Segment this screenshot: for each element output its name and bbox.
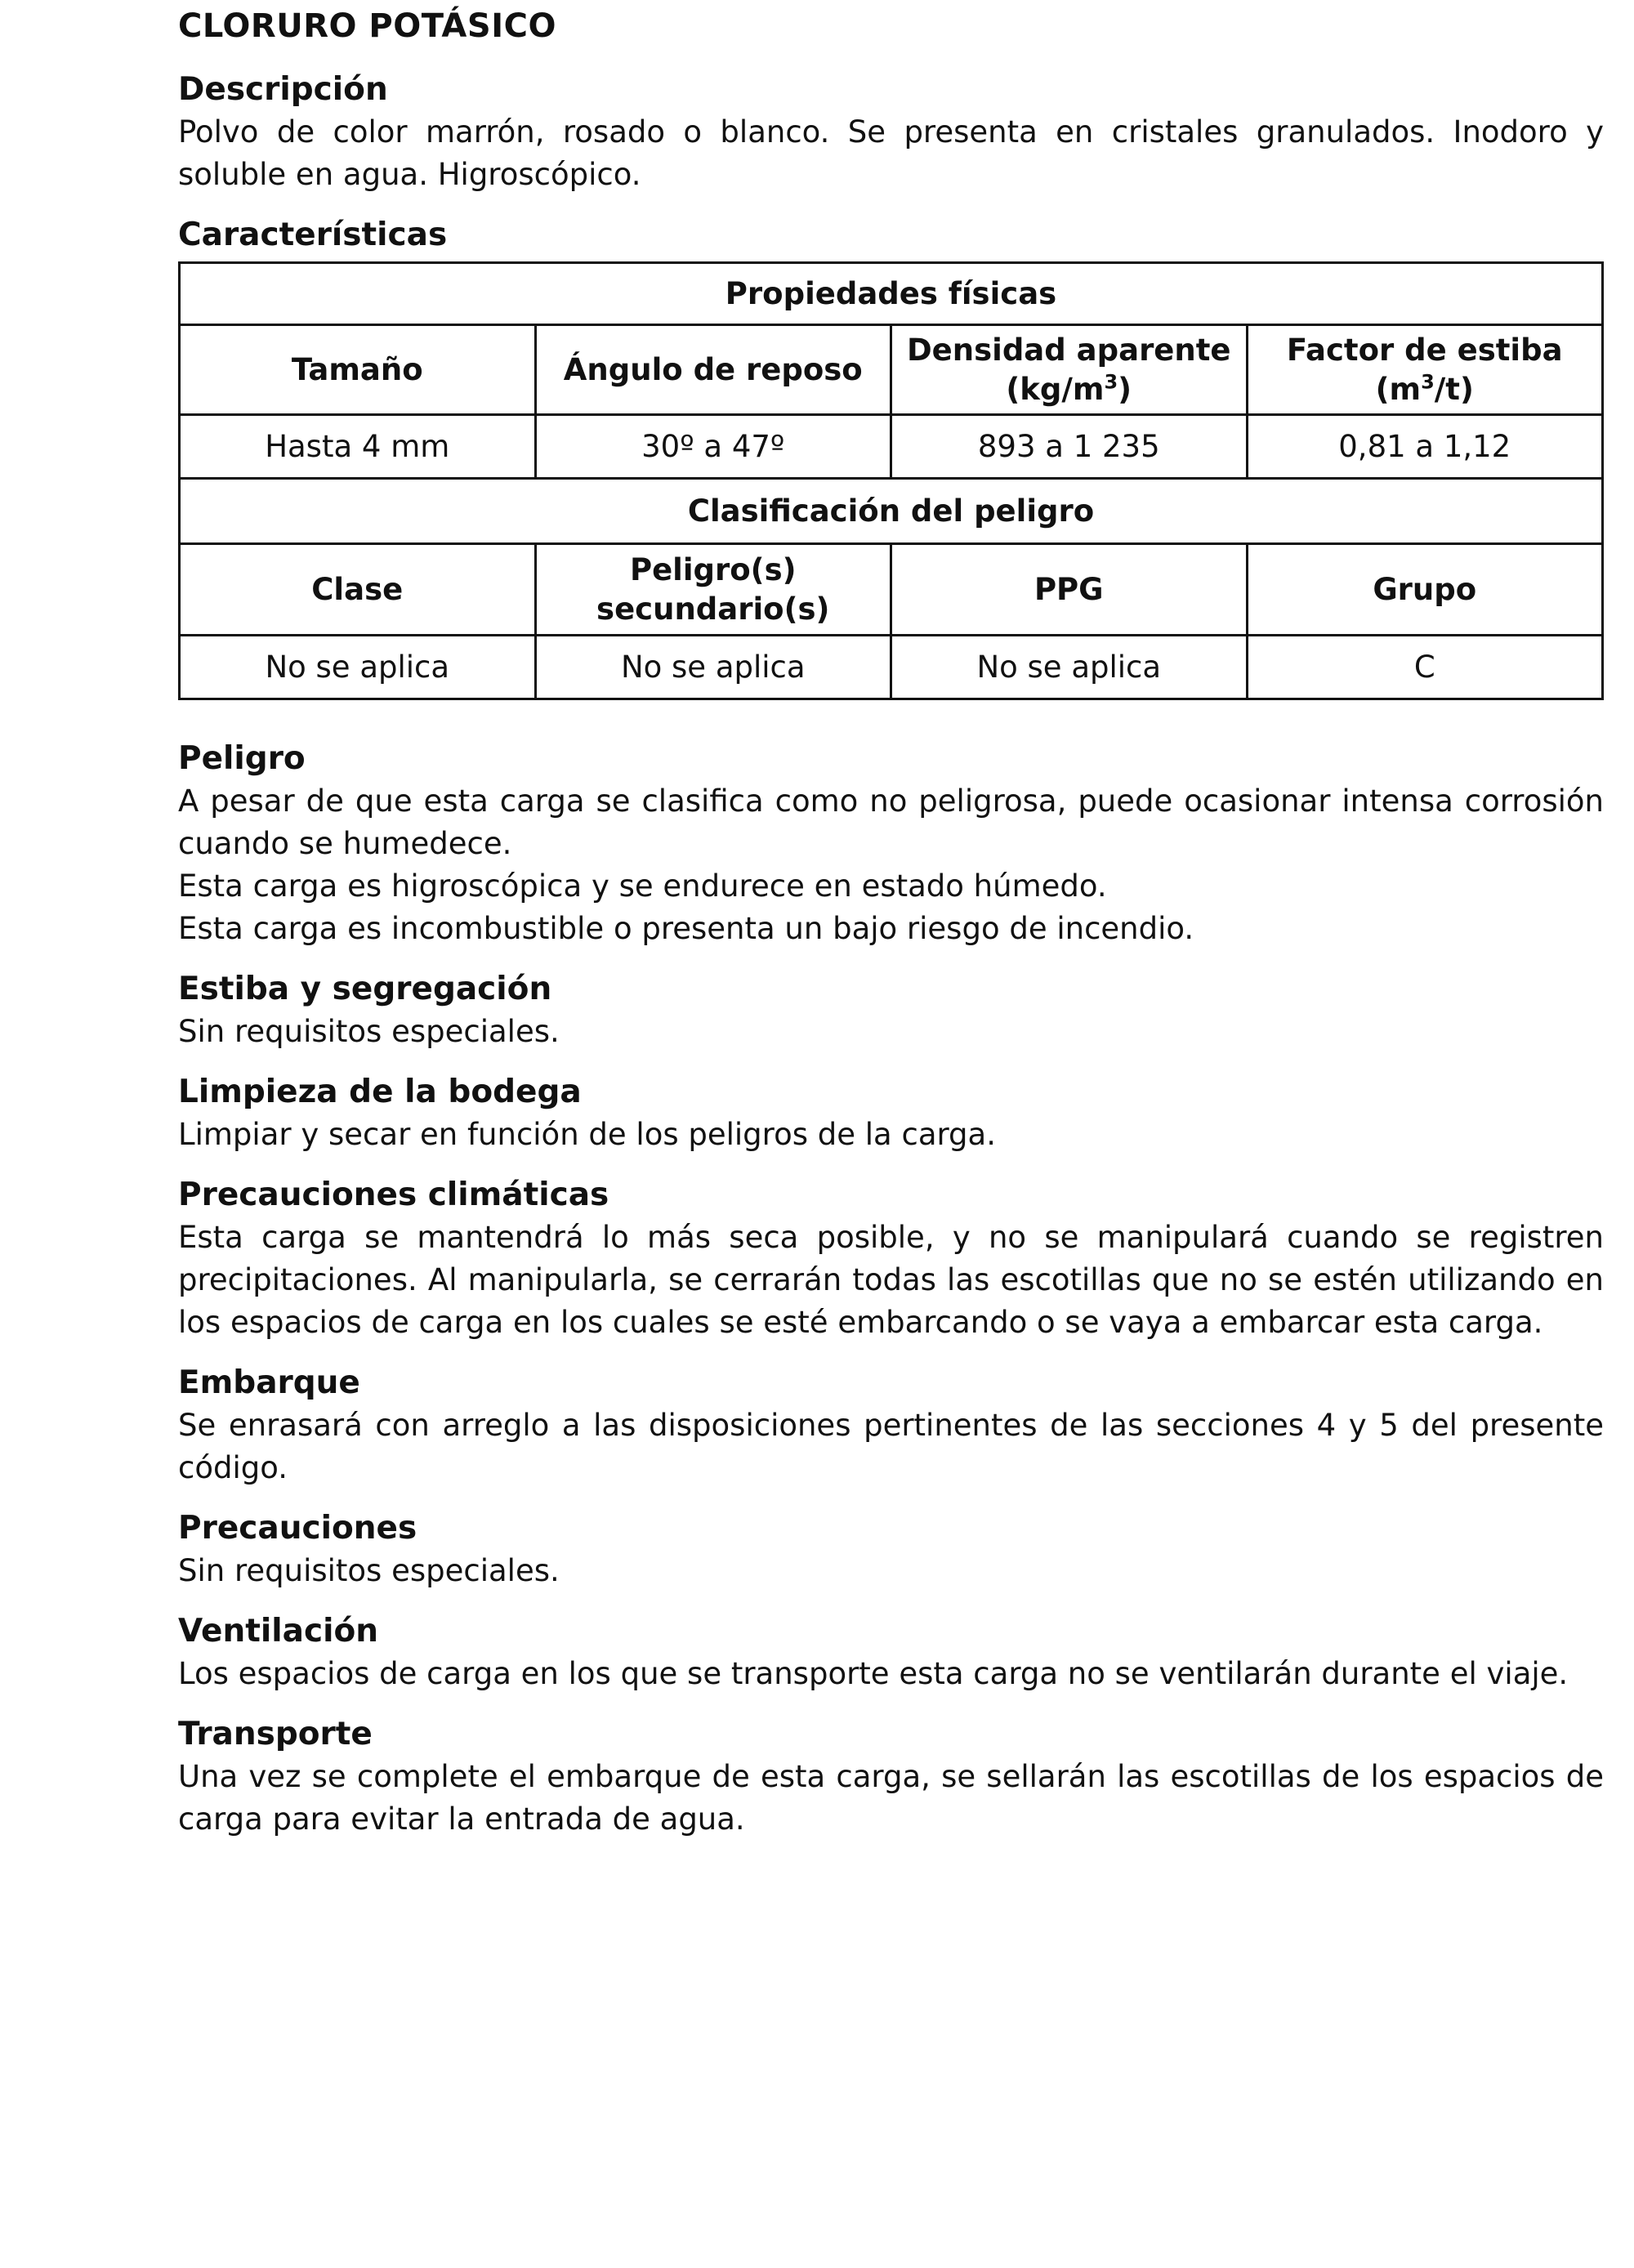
section-heading: Ventilación — [178, 1613, 379, 1650]
section-heading: Precauciones climáticas — [178, 1176, 609, 1213]
paragraph: Esta carga se mantendrá lo más seca posible, y no se manipulará cuando se registren precipitaciones. Al manipularla, se cerrarán todas las escotillas que no se estén utilizando en los espacios de carga en los cuales se esté embarcando o se vaya a embarcar esta carga. — [178, 1220, 1604, 1340]
header-ppg: PPG — [891, 544, 1248, 636]
header-density-unit — [900, 370, 1238, 409]
header-size: Tamaño — [180, 325, 536, 415]
value-stowage: 0,81 a 1,12 — [1247, 415, 1603, 479]
unit-text: (m — [1375, 371, 1422, 407]
value-class: No se aplica — [180, 636, 536, 699]
table-row — [180, 636, 1603, 699]
value-ppg: No se aplica — [891, 636, 1248, 699]
section-body — [178, 1550, 1604, 1592]
document-page — [178, 0, 1604, 1841]
value-density: 893 a 1 235 — [891, 415, 1248, 479]
section-body — [178, 1217, 1604, 1344]
section-heading: Peligro — [178, 740, 306, 777]
section-heading: Limpieza de la bodega — [178, 1074, 582, 1110]
value-group: C — [1247, 636, 1603, 699]
paragraph: Sin requisitos especiales. — [178, 1553, 560, 1588]
section-body — [178, 1756, 1604, 1841]
unit-text: ) — [1118, 371, 1132, 407]
section-body — [178, 1114, 1604, 1156]
paragraph: Una vez se complete el embarque de esta carga, se sellarán las escotillas de los espacios de carga para evitar la entrada de agua. — [178, 1759, 1604, 1837]
physical-properties-title: Propiedades físicas — [180, 263, 1603, 325]
header-secondary-hazard — [535, 544, 891, 636]
section-body — [178, 1011, 1604, 1053]
unit-superscript: 3 — [1421, 370, 1435, 394]
section-body — [178, 1404, 1604, 1489]
header-stowage-unit — [1257, 370, 1594, 409]
section-weather-precautions — [178, 1174, 1604, 1344]
header-secondary-line1: Peligro(s) — [629, 551, 797, 587]
header-angle: Ángulo de reposo — [535, 325, 891, 415]
header-group: Grupo — [1247, 544, 1603, 636]
section-body — [178, 111, 1604, 196]
value-angle: 30º a 47º — [535, 415, 891, 479]
section-loading — [178, 1362, 1604, 1489]
characteristics-table — [178, 261, 1604, 700]
section-hold-cleanliness — [178, 1071, 1604, 1156]
section-stowage-segregation — [178, 968, 1604, 1053]
paragraph: Esta carga es higroscópica y se endurece en estado húmedo. — [178, 868, 1107, 904]
header-class: Clase — [180, 544, 536, 636]
hazard-classification-title: Clasificación del peligro — [180, 479, 1603, 544]
section-description — [178, 69, 1604, 196]
value-secondary-hazard: No se aplica — [535, 636, 891, 699]
section-heading: Descripción — [178, 71, 388, 108]
value-size: Hasta 4 mm — [180, 415, 536, 479]
header-stowage — [1247, 325, 1603, 415]
table-header-row — [180, 325, 1603, 415]
section-heading: Estiba y segregación — [178, 971, 552, 1007]
paragraph: Se enrasará con arreglo a las disposiciones pertinentes de las secciones 4 y 5 del presente código. — [178, 1408, 1604, 1485]
table-group-row — [180, 263, 1603, 325]
document-title: CLORURO POTÁSICO — [178, 7, 556, 45]
paragraph: Los espacios de carga en los que se transporte esta carga no se ventilarán durante el viaje. — [178, 1656, 1569, 1691]
unit-text: /t) — [1434, 371, 1474, 407]
section-body — [178, 780, 1604, 950]
paragraph: A pesar de que esta carga se clasifica como no peligrosa, puede ocasionar intensa corrosión cuando se humedece. — [178, 784, 1604, 861]
header-density-label: Densidad aparente — [906, 332, 1231, 368]
section-heading: Transporte — [178, 1716, 373, 1752]
paragraph: Sin requisitos especiales. — [178, 1014, 560, 1049]
paragraph: Polvo de color marrón, rosado o blanco. Se presenta en cristales granulados. Inodoro y soluble en agua. Higroscópico. — [178, 114, 1604, 192]
paragraph: Limpiar y secar en función de los peligros de la carga. — [178, 1117, 996, 1152]
header-secondary-line2: secundario(s) — [596, 591, 830, 627]
section-hazard — [178, 738, 1604, 950]
section-ventilation — [178, 1610, 1604, 1695]
section-heading: Precauciones — [178, 1510, 417, 1547]
table-header-row — [180, 544, 1603, 636]
table-row — [180, 415, 1603, 479]
table-group-row — [180, 479, 1603, 544]
section-heading: Embarque — [178, 1364, 360, 1401]
unit-text: (kg/m — [1006, 371, 1105, 407]
section-body — [178, 1653, 1604, 1695]
section-precautions — [178, 1507, 1604, 1592]
section-characteristics — [178, 214, 1604, 700]
unit-superscript: 3 — [1104, 370, 1118, 394]
section-carriage — [178, 1713, 1604, 1841]
section-heading: Características — [178, 217, 448, 253]
header-stowage-label: Factor de estiba — [1286, 332, 1563, 368]
paragraph: Esta carga es incombustible o presenta un bajo riesgo de incendio. — [178, 911, 1194, 946]
header-density — [891, 325, 1248, 415]
